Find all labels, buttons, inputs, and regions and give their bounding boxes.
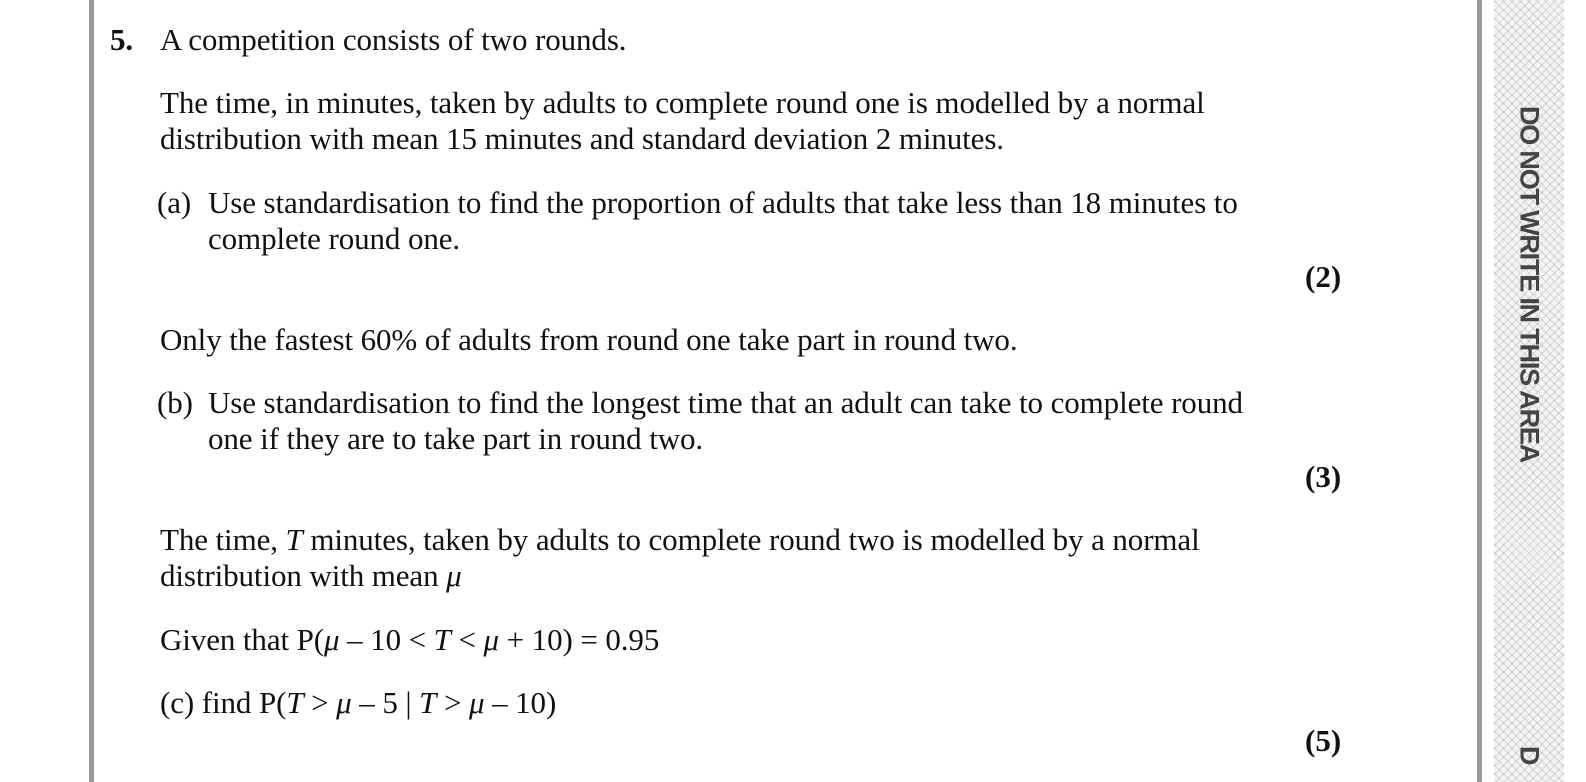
part-a-label: (a) [157, 185, 192, 220]
part-c: (c) find P(T > μ – 5 | T > μ – 10) [160, 685, 557, 720]
given-equation: Given that P(μ – 10 < T < μ + 10) = 0.95 [160, 622, 660, 657]
part-a-marks: (2) [1305, 259, 1342, 294]
paragraph-1-line-1: The time, in minutes, taken by adults to complete round one is modelled by a normal [160, 85, 1205, 120]
part-a-line-1: Use standardisation to find the proportion of adults that take less than 18 minutes to [208, 185, 1238, 220]
left-margin-rule [89, 0, 94, 782]
part-a-line-2: complete round one. [208, 221, 461, 256]
part-b-label: (b) [157, 385, 193, 420]
paragraph-3-line-1: The time, T minutes, taken by adults to complete round two is modelled by a normal [160, 522, 1200, 557]
paragraph-1-line-2: distribution with mean 15 minutes and standard deviation 2 minutes. [160, 121, 1004, 156]
question-number: 5. [110, 22, 134, 57]
part-b-line-1: Use standardisation to find the longest time that an adult can take to complete round [208, 385, 1243, 420]
paragraph-2: Only the fastest 60% of adults from round one take part in round two. [160, 322, 1018, 357]
part-b-marks: (3) [1305, 459, 1342, 494]
paragraph-3-line-2: distribution with mean μ [160, 558, 462, 593]
do-not-write-label: DO NOT WRITE IN THIS AREA [1514, 106, 1545, 462]
part-b-line-2: one if they are to take part in round two. [208, 421, 704, 456]
part-c-marks: (5) [1305, 723, 1342, 758]
question-intro: A competition consists of two rounds. [160, 22, 627, 57]
right-margin-rule [1477, 0, 1482, 782]
do-not-write-label-partial: D [1514, 746, 1545, 765]
